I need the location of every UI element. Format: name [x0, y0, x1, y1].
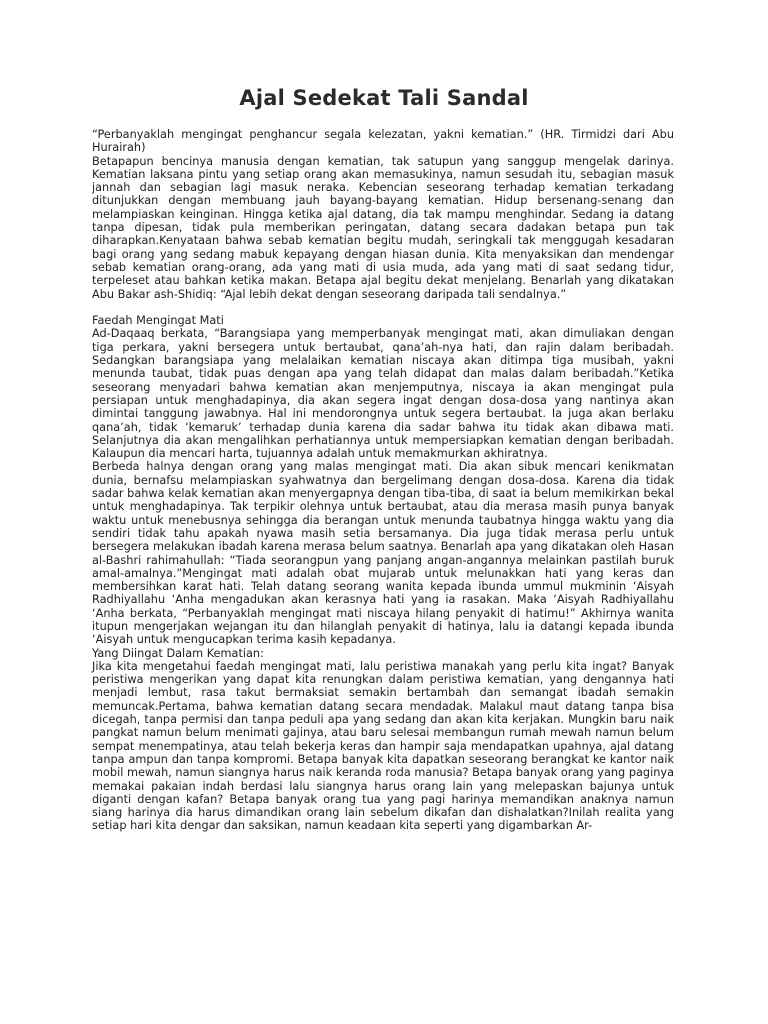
body-paragraph: Berbeda halnya dengan orang yang malas mengingat mati. Dia akan sibuk mencari kenikmatan dunia, bernafsu melampiaskan syahwatnya dan bergelimang dengan dosa-dosa. Karena dia tidak sadar bahwa kelak kematian akan menyergapnya dengan tiba-tiba, di saat ia belum memikirkan bekal untuk menghadapinya. Tak terpikir olehnya untuk bertaubat, atau dia merasa masih punya banyak waktu untuk menebusnya sehingga dia berangan untuk menunda taubatnya hingga waktu yang dia sendiri tidak tahu apakah nyawa masih setia bersamanya. Dia juga tidak merasa perlu untuk bersegera melakukan ibadah karena merasa belum saatnya. Benarlah apa yang dikatakan oleh Hasan al-Bashri rahimahullah: “Tiada seorangpun yang panjang angan-angannya melainkan pastilah buruk amal-amalnya.”Mengingat mati adalah obat mujarab untuk melunakkan hati yang keras dan membersihkan karat hati. Telah datang seorang wanita kepada ibunda ummul mukminin ‘Aisyah Radhiyallahu ‘Anha mengadukan akan kerasnya hati yang ia rasakan. Maka ‘Aisyah Radhiyallahu ‘Anha berkata, “Perbanyaklah mengingat mati niscaya hilang penyakit di hatimu!” Akhirnya wanita itupun mengerjakan wejangan itu dan hilanglah penyakit di hatinya, lalu ia datangi kepada ibunda ‘Aisyah untuk mengucapkan terima kasih kepadanya.	[92, 460, 674, 647]
body-paragraph: Ad-Daqaaq berkata, “Barangsiapa yang memperbanyak mengingat mati, akan dimuliakan dengan tiga perkara, yakni bersegera untuk bertaubat, qana’ah-nya hati, dan rajin dalam beribadah. Sedangkan barangsiapa yang melalaikan kematian niscaya akan ditimpa tiga musibah, yakni menunda taubat, tidak puas dengan apa yang telah didapat dan malas dalam beribadah.”Ketika seseorang menyadari bahwa kematian akan menjemputnya, niscaya ia akan mengingat pula persiapan untuk menghadapinya, dia akan segera ingat dengan dosa-dosa yang nantinya akan dimintai tanggung jawabnya. Hal ini mendorongnya untuk segera bertaubat. Ia juga akan berlaku qana’ah, tidak ‘kemaruk’ terhadap dunia karena dia sadar bahwa itu tidak akan dibawa mati. Selanjutnya dia akan mengalihkan perhatiannya untuk mempersiapkan kematian dengan beribadah. Kalaupun dia mencari harta, tujuannya adalah untuk memakmurkan akhiratnya.	[92, 327, 674, 461]
document-body	[92, 128, 674, 833]
body-paragraph: Jika kita mengetahui faedah mengingat mati, lalu peristiwa manakah yang perlu kita ingat? Banyak peristiwa mengerikan yang dapat kita renungkan dalam peristiwa kematian, yang dengannya hati menjadi lembut, rasa takut bermaksiat semakin bertambah dan semangat ibadah semakin memuncak.Pertama, bahwa kematian datang secara mendadak. Malakul maut datang tanpa bisa dicegah, tanpa permisi dan tanpa peduli apa yang sedang dan akan kita kerjakan. Mungkin baru naik pangkat namun belum menimati gajinya, atau baru selesai membangun rumah mewah namun belum sempat menempatinya, atau telah bekerja keras dan hampir saja mendapatkan upahnya, ajal datang tanpa ampun dan tanpa kompromi. Betapa banyak kita dapatkan seseorang berangkat ke kantor naik mobil mewah, namun siangnya harus naik keranda roda manusia? Betapa banyak orang yang paginya memakai pakaian indah berdasi lalu siangnya harus orang lain yang melepaskan bajunya untuk diganti dengan kafan? Betapa banyak orang tua yang pagi harinya memandikan anaknya namun siang harinya dia harus dimandikan orang lain sebelum dikafan dan dishalatkan?Inilah realita yang setiap hari kita dengar dan saksikan, namun keadaan kita seperti yang digambarkan Ar-	[92, 659, 674, 833]
section-heading-faedah: Faedah Mengingat Mati	[92, 314, 224, 328]
opening-quote-paragraph: “Perbanyaklah mengingat penghancur segala kelezatan, yakni kematian.” (HR. Tirmidzi dari Abu Hurairah)	[92, 128, 674, 155]
section-heading-yang-diingat: Yang Diingat Dalam Kematian:	[92, 646, 264, 660]
body-paragraph: Betapapun bencinya manusia dengan kematian, tak satupun yang sanggup mengelak darinya. Kematian laksana pintu yang setiap orang akan memasukinya, namun sesudah itu, sebagian masuk jannah dan sebagian lagi masuk neraka. Kebencian seseorang terhadap kematian terkadang ditunjukkan dengan membuang jauh bayang-bayang kematian. Hidup bersenang-senang dan melampiaskan keinginan. Hingga ketika ajal datang, dia tak mampu menghindar. Sedang ia datang tanpa dipesan, tidak pula memberikan peringatan, datang secara dadakan betapa pun tak diharapkan.Kenyataan bahwa sebab kematian begitu mudah, seringkali tak menggugah kesadaran bagi orang yang sedang mabuk kepayang dengan hiasan dunia. Kita menyaksikan dan mendengar sebab kematian orang-orang, ada yang mati di usia muda, ada yang mati di saat sedang tidur, terpeleset atau bahkan ketika makan. Betapa ajal begitu dekat menjelang. Benarlah yang dikatakan Abu Bakar ash-Shidiq: “Ajal lebih dekat dengan seseorang daripada tali sendalnya.”	[92, 154, 674, 301]
document-title: Ajal Sedekat Tali Sandal	[239, 86, 529, 110]
paragraph-gap	[92, 301, 674, 314]
